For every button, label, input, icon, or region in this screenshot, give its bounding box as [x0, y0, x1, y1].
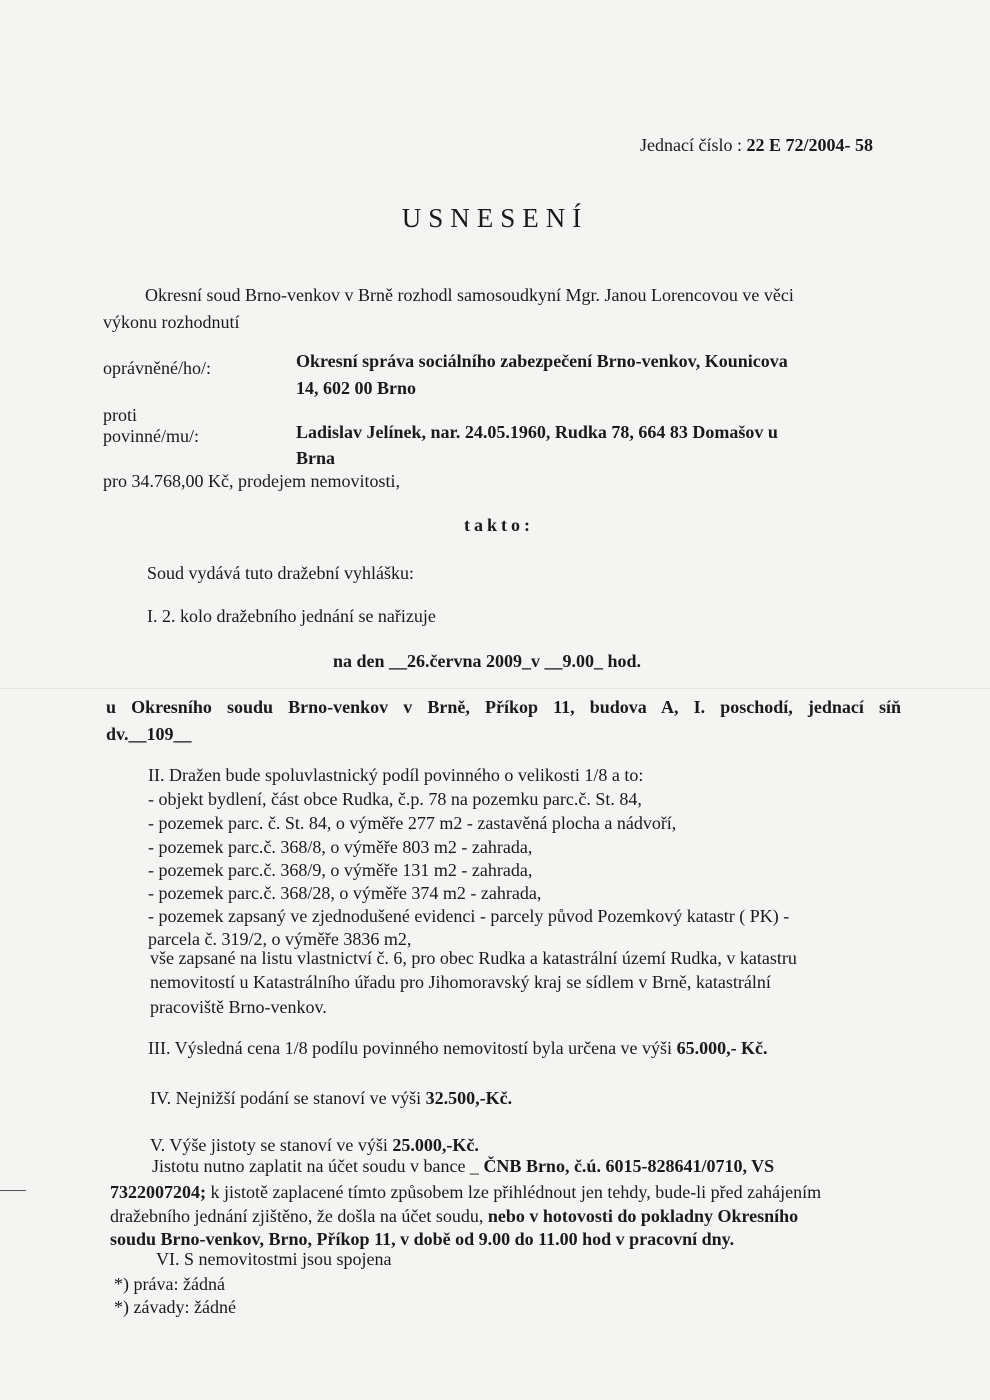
- claim-line: pro 34.768,00 Kč, prodejem nemovitosti,: [103, 471, 400, 491]
- debtor-line-1: Ladislav Jelínek, nar. 24.05.1960, Rudka 78, 664 83 Domašov u: [296, 422, 778, 442]
- deposit-line-2-text: k jistotě zaplacené tímto způsobem lze přihlédnout jen tehdy, bude-li před zahájením: [206, 1182, 822, 1202]
- section-2-line-11: pracoviště Brno-venkov.: [150, 997, 327, 1017]
- cash-payment-text: nebo v hotovosti do pokladny Okresního: [483, 1206, 799, 1226]
- creditor-line-2: 14, 602 00 Brno: [296, 378, 417, 398]
- defects-line: *) závady: žádné: [114, 1297, 236, 1317]
- against-label: proti: [103, 405, 137, 425]
- section-3-text: III. Výsledná cena 1/8 podílu povinného nemovitostí byla určena ve výši: [148, 1038, 673, 1058]
- deposit-amount: 25.000,-Kč.: [392, 1135, 479, 1155]
- section-5-line: [150, 1134, 479, 1156]
- auction-room-line: dv.__109__: [106, 724, 192, 744]
- section-4-text: IV. Nejnižší podání se stanoví ve výši: [150, 1088, 422, 1108]
- deposit-line-3-text: dražebního jednání zjištěno, že došla na účet soudu,: [110, 1206, 484, 1226]
- estimated-price: 65.000,- Kč.: [676, 1038, 768, 1058]
- section-3-line: [148, 1037, 768, 1059]
- creditor-label: oprávněné/ho/:: [103, 358, 211, 378]
- announcement-line: Soud vydává tuto dražební vyhlášku:: [147, 563, 414, 583]
- debtor-line-2: Brna: [296, 448, 336, 468]
- section-4-line: [150, 1087, 512, 1109]
- section-6-text: VI. S nemovitostmi jsou spojena: [156, 1249, 392, 1269]
- intro-line-2: výkonu rozhodnutí: [103, 312, 240, 332]
- scan-edge-mark: [0, 1190, 26, 1191]
- auction-place-line-1: u Okresního soudu Brno-venkov v Brně, Příkop 11, budova A, I. poschodí, jednací síň: [106, 697, 901, 717]
- deposit-line-4: soudu Brno-venkov, Brno, Příkop 11, v době od 9.00 do 11.00 hod v pracovní dny.: [110, 1229, 735, 1249]
- section-2-line-5: - pozemek parc.č. 368/9, o výměře 131 m2 - zahrada,: [148, 860, 533, 880]
- section-1-text: I. 2. kolo dražebního jednání se nařizuje: [147, 606, 436, 626]
- takto-heading: takto:: [464, 515, 534, 535]
- creditor-line-1: Okresní správa sociálního zabezpečení Brno-venkov, Kounicova: [296, 351, 788, 371]
- case-number-line: [640, 134, 873, 156]
- section-2-line-2: - objekt bydlení, část obce Rudka, č.p. 78 na pozemku parc.č. St. 84,: [148, 789, 642, 809]
- bank-account: ČNB Brno, č.ú. 6015-828641/0710, VS: [483, 1156, 775, 1176]
- scan-artifact-line: [0, 688, 990, 689]
- section-2-line-9: vše zapsané na listu vlastnictví č. 6, pro obec Rudka a katastrální území Rudka, v katastru: [150, 948, 797, 968]
- deposit-line-1-text: Jistotu nutno zaplatit na účet soudu v bance _: [152, 1156, 479, 1176]
- case-number-label: Jednací číslo :: [640, 135, 742, 155]
- section-2-line-1: II. Dražen bude spoluvlastnický podíl povinného o velikosti 1/8 a to:: [148, 765, 644, 785]
- section-2-line-8: parcela č. 319/2, o výměře 3836 m2,: [148, 929, 412, 949]
- rights-line: *) práva: žádná: [114, 1274, 225, 1294]
- section-2-line-10: nemovitostí u Katastrálního úřadu pro Jihomoravský kraj se sídlem v Brně, katastrální: [150, 972, 771, 992]
- section-2-line-3: - pozemek parc. č. St. 84, o výměře 277 m2 - zastavěná plocha a nádvoří,: [148, 813, 677, 833]
- deposit-line-3: [110, 1205, 798, 1227]
- section-2-line-6: - pozemek parc.č. 368/28, o výměře 374 m2 - zahrada,: [148, 883, 542, 903]
- document-title: USNESENÍ: [401, 203, 589, 233]
- variable-symbol: 7322007204;: [110, 1182, 206, 1202]
- case-number: 22 E 72/2004- 58: [746, 135, 873, 155]
- section-2-line-4: - pozemek parc.č. 368/8, o výměře 803 m2 - zahrada,: [148, 837, 533, 857]
- section-2-line-7: - pozemek zapsaný ve zjednodušené evidenci - parcely původ Pozemkový katastr ( PK) -: [148, 906, 790, 926]
- intro-line-1: Okresní soud Brno-venkov v Brně rozhodl samosoudkyní Mgr. Janou Lorencovou ve věci: [145, 285, 794, 305]
- debtor-label: povinné/mu/:: [103, 426, 199, 446]
- deposit-line-1: [152, 1155, 774, 1177]
- section-5-text: V. Výše jistoty se stanoví ve výši: [150, 1135, 388, 1155]
- deposit-line-2: [110, 1181, 821, 1203]
- lowest-bid: 32.500,-Kč.: [425, 1088, 513, 1108]
- auction-date-line: na den __26.června 2009_v __9.00_ hod.: [333, 651, 642, 671]
